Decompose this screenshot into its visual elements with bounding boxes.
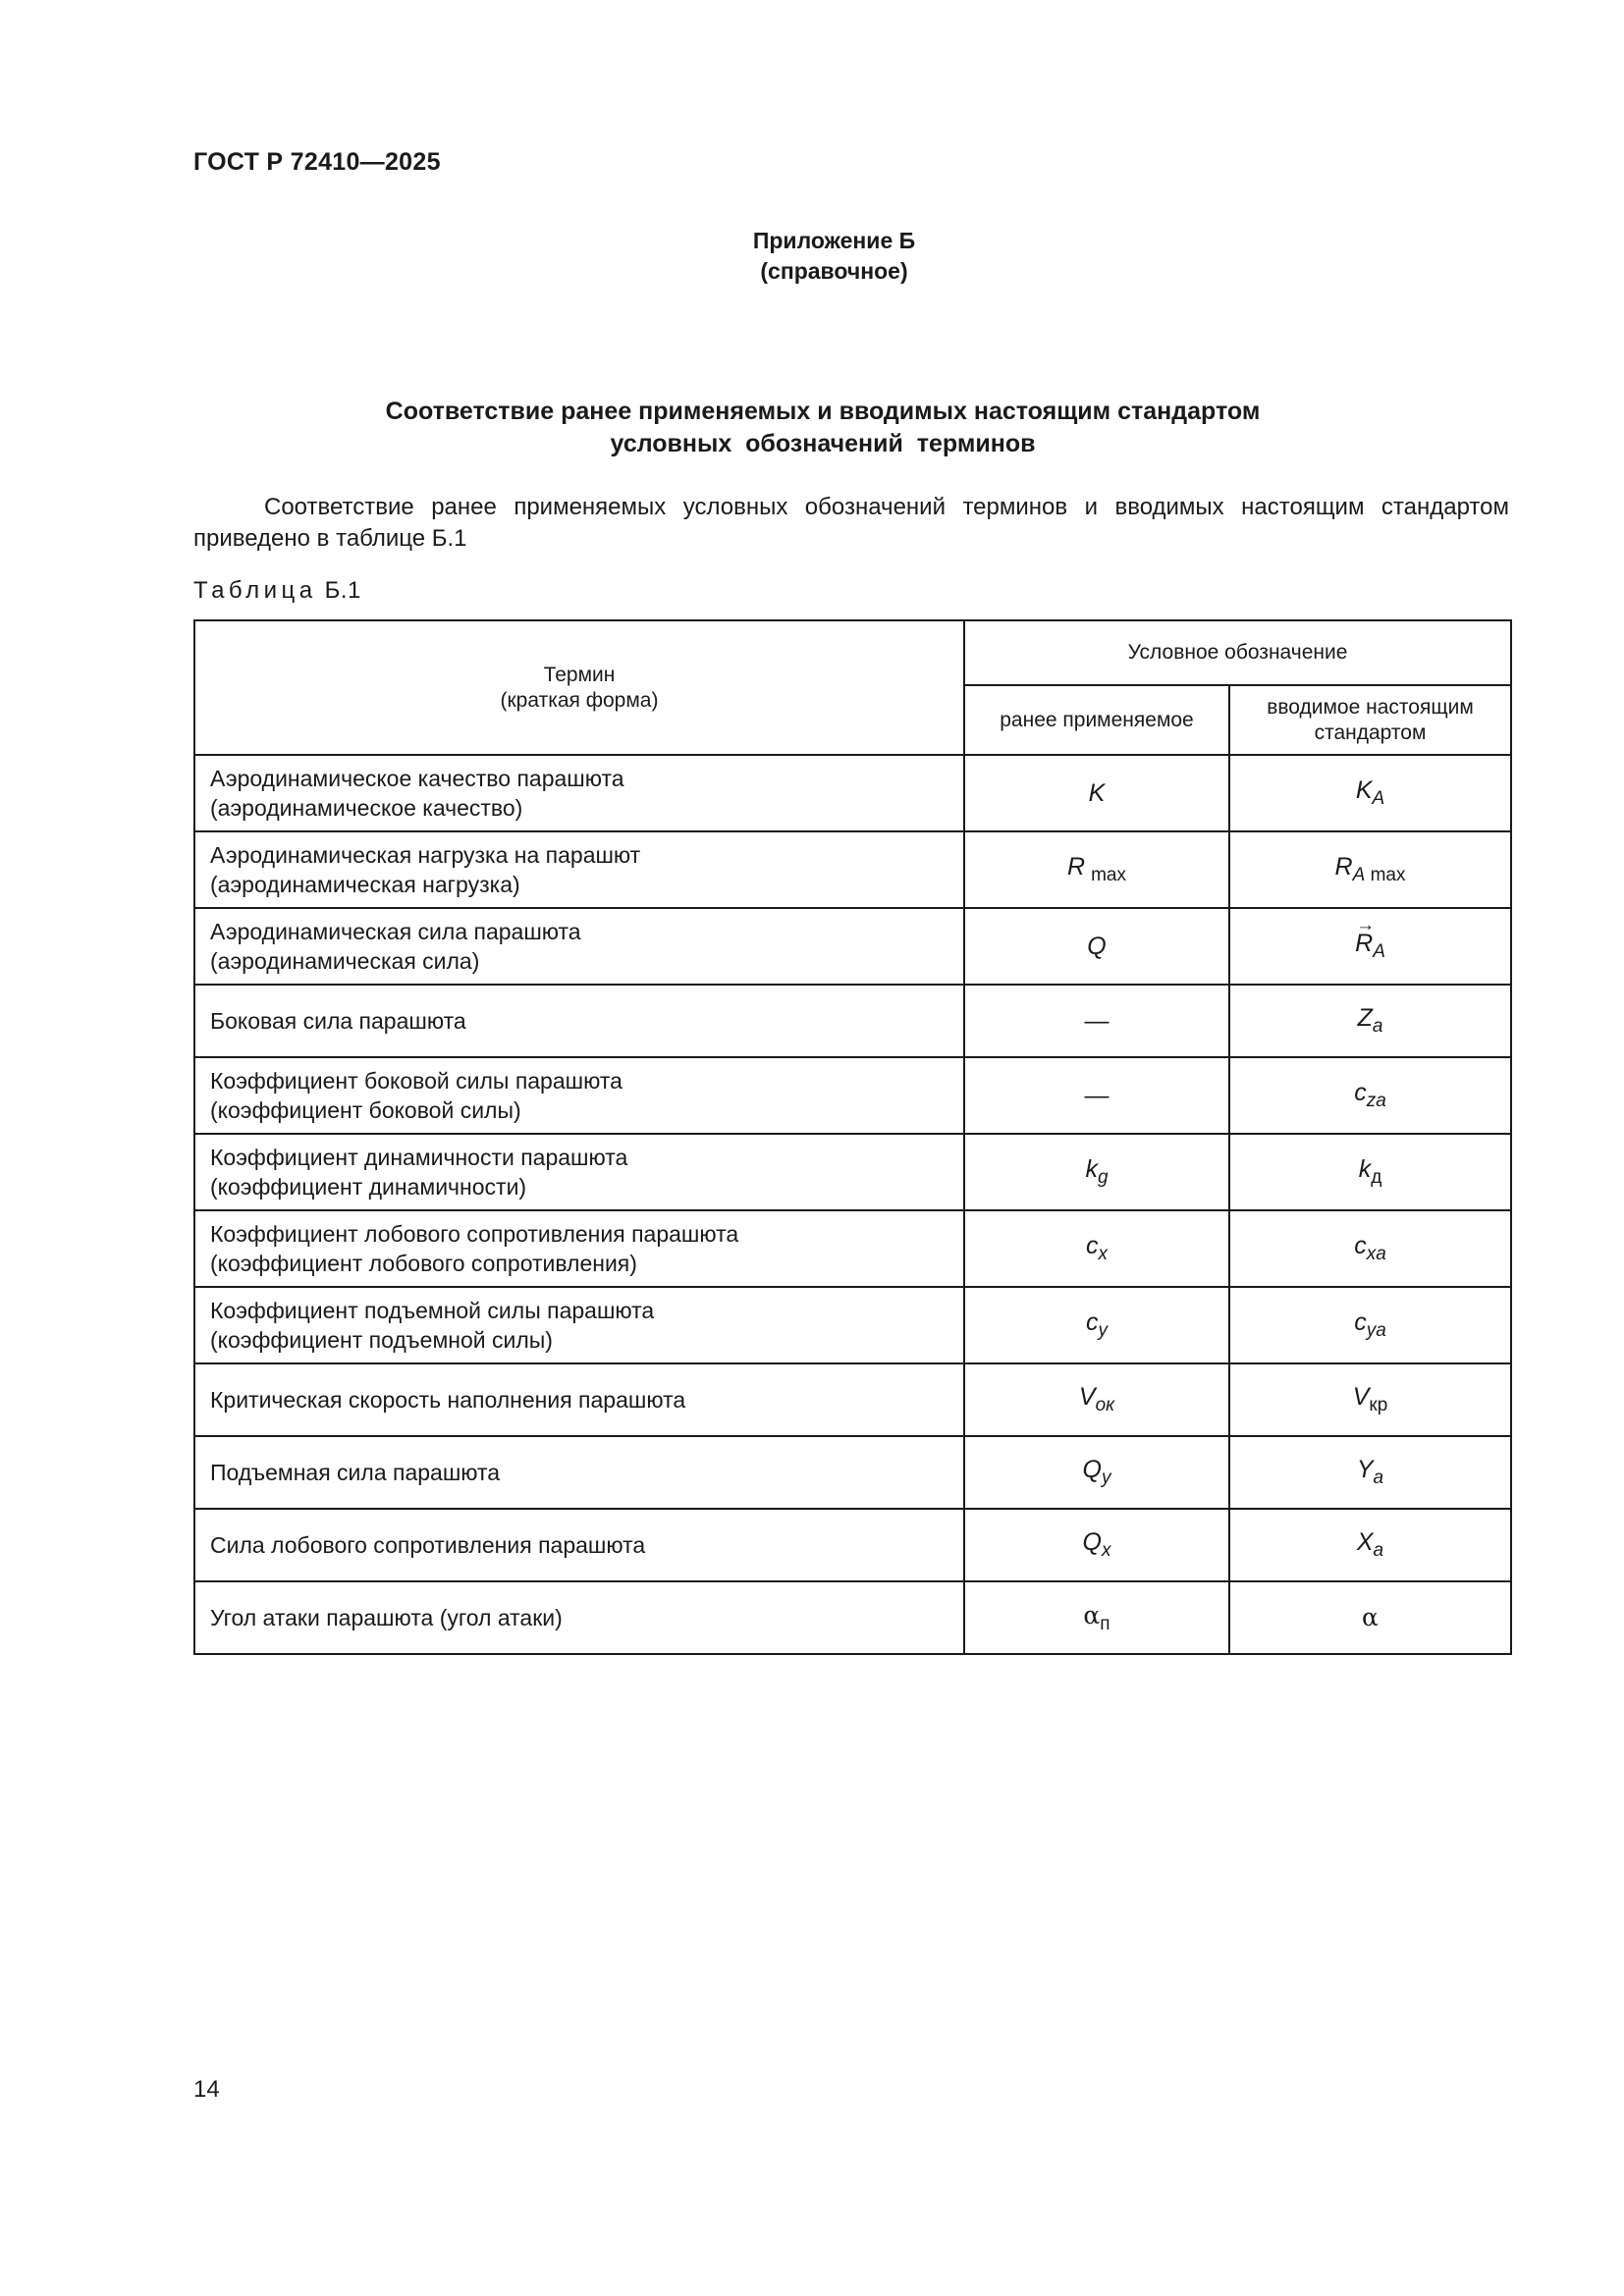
- old-symbol-cell: [964, 1057, 1229, 1134]
- new-symbol-subscript: xa: [1366, 1244, 1386, 1264]
- new-symbol-subscript: A: [1372, 788, 1385, 809]
- term-cell: [194, 1363, 964, 1436]
- new-symbol-subscript: A: [1352, 865, 1366, 885]
- new-symbol-cell: [1229, 908, 1511, 985]
- term-cell: [194, 831, 964, 908]
- term-cell: [194, 1581, 964, 1654]
- old-symbol-cell: [964, 1287, 1229, 1363]
- term-name: Коэффициент лобового сопротивления парашюта: [210, 1221, 739, 1247]
- vector-symbol: → R: [1355, 930, 1373, 958]
- new-symbol: X: [1356, 1528, 1374, 1556]
- old-symbol: Q: [1082, 1456, 1102, 1483]
- term-name: Коэффициент подъемной силы парашюта: [210, 1298, 655, 1323]
- header-new-line-2: стандартом: [1314, 721, 1427, 744]
- new-symbol-cell: [1229, 1287, 1511, 1363]
- header-new-symbol: [1229, 685, 1511, 755]
- table-header-row: [194, 620, 1511, 685]
- old-symbol-subscript: max: [1091, 865, 1126, 885]
- term-short: (коэффициент лобового сопротивления): [210, 1251, 637, 1276]
- new-symbol-subscript-2: max: [1370, 865, 1406, 885]
- term-short: (коэффициент боковой силы): [210, 1097, 521, 1123]
- heading-line-1: Соответствие ранее применяемых и вводимых настоящим стандартом: [385, 398, 1261, 425]
- old-symbol-subscript: x: [1098, 1244, 1108, 1264]
- new-symbol: Z: [1357, 1004, 1373, 1032]
- appendix-heading: [0, 226, 1624, 287]
- old-symbol-cell: [964, 908, 1229, 985]
- term-cell: [194, 1057, 964, 1134]
- old-symbol-cell: [964, 1509, 1229, 1581]
- term-name: Подъемная сила парашюта: [210, 1460, 501, 1485]
- old-symbol: c: [1086, 1308, 1099, 1336]
- term-cell: [194, 1134, 964, 1210]
- old-symbol-cell: [964, 1436, 1229, 1509]
- table-caption: [193, 577, 361, 605]
- term-short: (аэродинамическая сила): [210, 948, 480, 974]
- old-symbol-subscript: x: [1101, 1540, 1111, 1561]
- old-symbol-cell: [964, 755, 1229, 831]
- old-symbol-cell: [964, 1363, 1229, 1436]
- term-name: Коэффициент динамичности парашюта: [210, 1145, 628, 1170]
- term-name: Сила лобового сопротивления парашюта: [210, 1532, 646, 1558]
- new-symbol-cell: [1229, 1363, 1511, 1436]
- old-symbol: k: [1085, 1155, 1098, 1183]
- new-symbol-cell: [1229, 1057, 1511, 1134]
- header-term-label: Термин: [543, 663, 616, 686]
- old-symbol-cell: [964, 831, 1229, 908]
- new-symbol: c: [1354, 1308, 1367, 1336]
- new-symbol: K: [1355, 776, 1373, 804]
- table-row: [194, 985, 1511, 1057]
- term-cell: [194, 1436, 964, 1509]
- table-row: [194, 755, 1511, 831]
- term-name: Боковая сила парашюта: [210, 1008, 466, 1034]
- dash-symbol: —: [1084, 1081, 1110, 1109]
- old-symbol-cell: [964, 1581, 1229, 1654]
- header-term-sub: (краткая форма): [500, 688, 659, 712]
- new-symbol-subscript: a: [1373, 1540, 1384, 1561]
- table-row: [194, 1436, 1511, 1509]
- old-symbol: R: [1067, 853, 1086, 881]
- symbols-table: [193, 619, 1512, 1655]
- new-symbol-cell: [1229, 985, 1511, 1057]
- new-symbol-cell: [1229, 1436, 1511, 1509]
- section-heading: [0, 396, 1624, 460]
- new-symbol-cell: [1229, 755, 1511, 831]
- table-row: [194, 1363, 1511, 1436]
- new-symbol: c: [1354, 1079, 1367, 1106]
- old-symbol-cell: [964, 985, 1229, 1057]
- table-caption-word: Таблица: [193, 577, 317, 604]
- old-symbol: Q: [1087, 932, 1107, 960]
- old-symbol-subscript: y: [1098, 1320, 1108, 1341]
- new-symbol-subscript: кр: [1369, 1395, 1388, 1415]
- header-new-line-1: вводимое настоящим: [1267, 695, 1474, 719]
- old-symbol-subscript: y: [1101, 1468, 1111, 1488]
- table-row: [194, 831, 1511, 908]
- new-symbol-subscript: ya: [1366, 1320, 1386, 1341]
- old-symbol-subscript: ок: [1095, 1395, 1115, 1415]
- new-symbol-subscript: za: [1366, 1091, 1386, 1111]
- table-row: [194, 1287, 1511, 1363]
- term-cell: [194, 1287, 964, 1363]
- table-caption-number: Б.1: [324, 577, 361, 604]
- term-name: Аэродинамическое качество парашюта: [210, 766, 624, 791]
- term-cell: [194, 755, 964, 831]
- term-short: (коэффициент динамичности): [210, 1174, 527, 1200]
- term-short: (аэродинамическое качество): [210, 795, 523, 821]
- term-name: Коэффициент боковой силы парашюта: [210, 1068, 623, 1094]
- old-symbol: α: [1083, 1600, 1101, 1629]
- header-term: [194, 620, 964, 755]
- old-symbol: c: [1086, 1232, 1099, 1259]
- old-symbol-cell: [964, 1134, 1229, 1210]
- old-symbol: Q: [1082, 1528, 1102, 1556]
- term-name: Критическая скорость наполнения парашюта: [210, 1387, 686, 1413]
- term-short: (аэродинамическая нагрузка): [210, 872, 520, 897]
- new-symbol-subscript: a: [1373, 1468, 1384, 1488]
- table-row: [194, 1210, 1511, 1287]
- header-old-symbol: ранее применяемое: [964, 685, 1229, 755]
- header-symbol: Условное обозначение: [964, 620, 1511, 685]
- table-row: [194, 1581, 1511, 1654]
- new-symbol: c: [1354, 1232, 1367, 1259]
- appendix-kind: (справочное): [760, 258, 908, 284]
- dash-symbol: —: [1084, 1006, 1110, 1035]
- term-name: Аэродинамическая нагрузка на парашют: [210, 842, 641, 868]
- new-symbol: k: [1358, 1155, 1372, 1183]
- old-symbol-subscript: g: [1097, 1167, 1109, 1188]
- heading-line-2: условных обозначений терминов: [610, 430, 1036, 457]
- intro-paragraph: Соответствие ранее применяемых условных обозначений терминов и вводимых настоящим стандартом приведено в таблице Б.1: [193, 494, 1509, 552]
- table-row: [194, 1509, 1511, 1581]
- old-symbol: V: [1078, 1383, 1096, 1411]
- old-symbol-subscript: п: [1100, 1613, 1110, 1634]
- new-symbol-cell: [1229, 1509, 1511, 1581]
- new-symbol: Y: [1356, 1456, 1374, 1483]
- table-row: [194, 1134, 1511, 1210]
- new-symbol-cell: [1229, 1134, 1511, 1210]
- term-cell: [194, 1509, 964, 1581]
- term-cell: [194, 908, 964, 985]
- term-cell: [194, 985, 964, 1057]
- document-code: ГОСТ Р 72410—2025: [193, 148, 441, 176]
- new-symbol-cell: [1229, 1581, 1511, 1654]
- term-name: Угол атаки парашюта (угол атаки): [210, 1605, 563, 1630]
- page-number: 14: [193, 2076, 220, 2103]
- new-symbol-cell: [1229, 831, 1511, 908]
- new-symbol: α: [1362, 1603, 1379, 1631]
- new-symbol-subscript: a: [1372, 1016, 1383, 1037]
- table-row: [194, 1057, 1511, 1134]
- new-symbol: V: [1352, 1383, 1370, 1411]
- new-symbol-subscript: A: [1373, 941, 1385, 962]
- old-symbol: K: [1088, 778, 1106, 807]
- term-name: Аэродинамическая сила парашюта: [210, 919, 581, 944]
- new-symbol: R: [1334, 853, 1353, 881]
- old-symbol-cell: [964, 1210, 1229, 1287]
- term-cell: [194, 1210, 964, 1287]
- table-row: [194, 908, 1511, 985]
- appendix-title: Приложение Б: [752, 228, 916, 253]
- term-short: (коэффициент подъемной силы): [210, 1327, 553, 1353]
- new-symbol-cell: [1229, 1210, 1511, 1287]
- new-symbol-subscript: д: [1371, 1167, 1382, 1188]
